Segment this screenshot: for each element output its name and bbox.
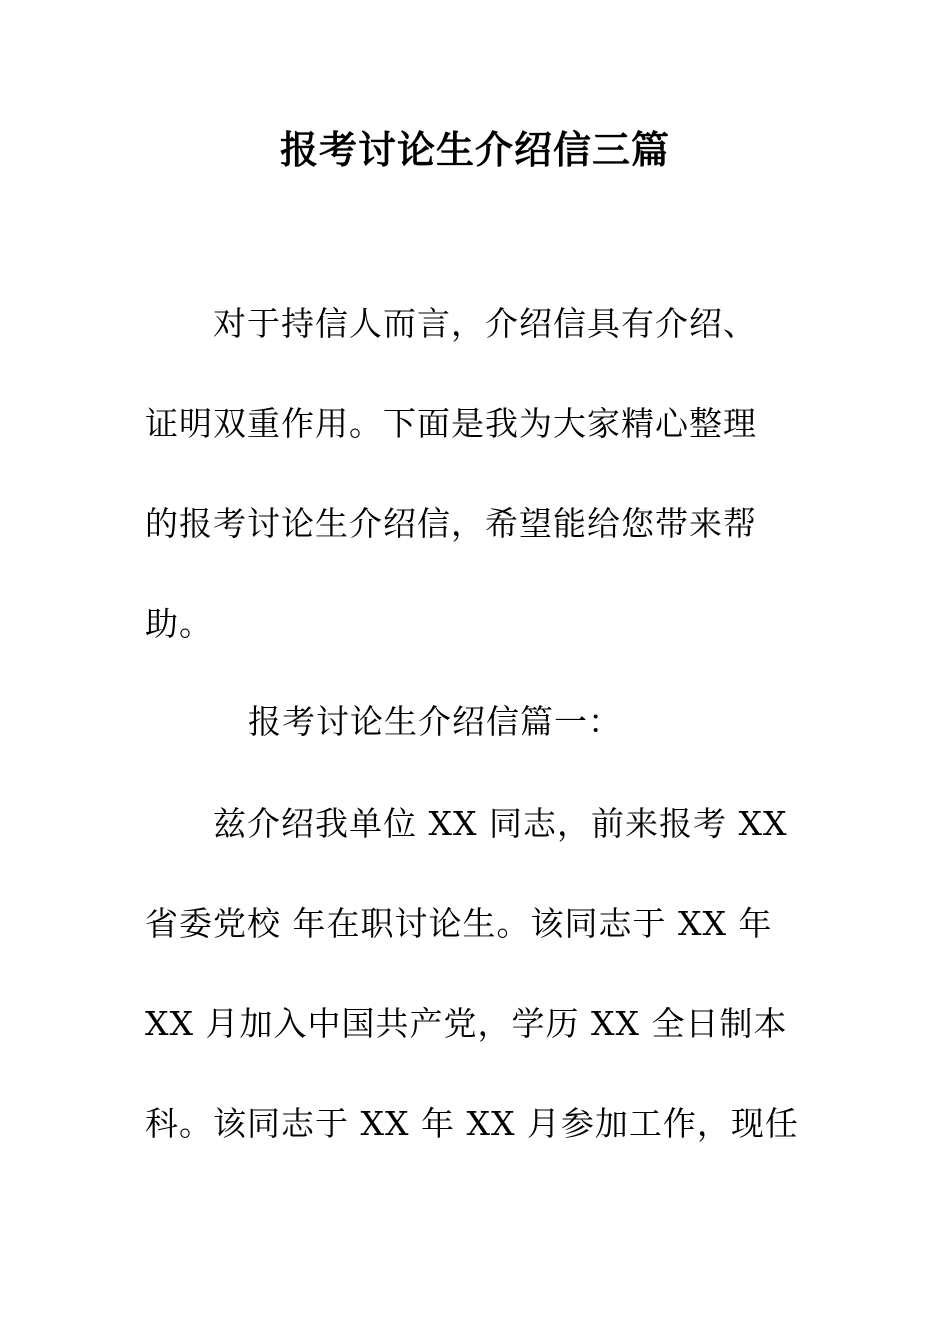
paragraph-line: XX 月加入中国共产党，学历 XX 全日制本 bbox=[145, 1004, 788, 1043]
paragraph-line: 兹介绍我单位 XX 同志，前来报考 XX bbox=[213, 804, 788, 843]
paragraph-line: 省委党校 年在职讨论生。该同志于 XX 年 bbox=[145, 904, 773, 943]
document-title: 报考讨论生介绍信三篇 bbox=[279, 127, 670, 172]
section-heading: 报考讨论生介绍信篇一： bbox=[248, 702, 622, 741]
paragraph-line: 助。 bbox=[145, 604, 213, 643]
paragraph-line: 对于持信人而言，介绍信具有介绍、 bbox=[213, 304, 757, 343]
paragraph-line: 的报考讨论生介绍信，希望能给您带来帮 bbox=[145, 504, 757, 543]
paragraph-line: 科。该同志于 XX 年 XX 月参加工作，现任 bbox=[145, 1104, 799, 1143]
paragraph-line: 证明双重作用。下面是我为大家精心整理 bbox=[145, 404, 757, 443]
